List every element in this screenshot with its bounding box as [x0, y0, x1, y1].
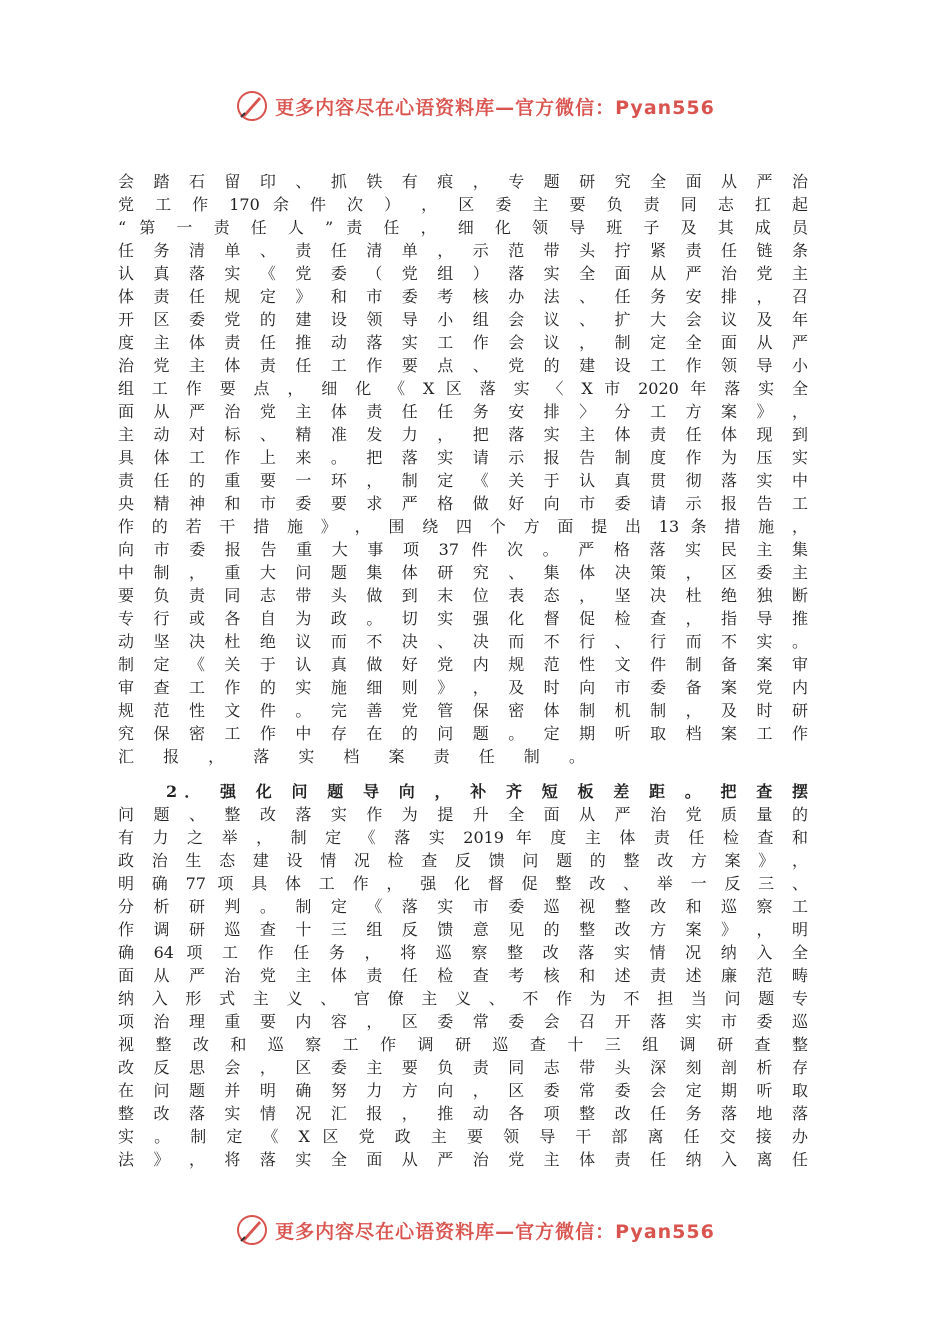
body-line: 向 市 委 报 告 重 大 事 项 37 件 次 。 严 格 落 实 民 主 集: [118, 540, 808, 559]
body-line: “ 第 一 责 任 人 ” 责 任 ， 细 化 领 导 班 子 及 其 成 员: [118, 218, 808, 237]
body-line: 具 体 工 作 上 来 。 把 落 实 请 示 报 告 制 度 作 为 压 实: [118, 448, 808, 467]
body-line: 确 64 项 工 作 任 务 ， 将 巡 察 整 改 落 实 情 况 纳 入 全: [118, 943, 808, 962]
body-line: 中 制 ， 重 大 问 题 集 体 研 究 、 集 体 决 策 ， 区 委 主: [118, 563, 808, 582]
paragraph-gap: [118, 768, 808, 780]
body-line: 项 治 理 重 要 内 容 ， 区 委 常 委 会 召 开 落 实 市 委 巡: [118, 1012, 808, 1031]
body-line: 问 题 、 整 改 落 实 作 为 提 升 全 面 从 严 治 党 质 量 的: [118, 805, 808, 824]
body-line: 专 行 或 各 自 为 政 。 切 实 强 化 督 促 检 查 ， 指 导 推: [118, 609, 808, 628]
body-line: 认 真 落 实 《 党 委 （ 党 组 ） 落 实 全 面 从 严 治 党 主: [118, 264, 808, 283]
body-line: 纳 入 形 式 主 义 、 官 僚 主 义 、 不 作 为 不 担 当 问 题 专: [118, 989, 808, 1008]
body-line: 主 动 对 标 、 精 准 发 力 ， 把 落 实 主 体 责 任 体 现 到: [118, 425, 808, 444]
body-line: 党 工 作 170 余 件 次 ） ， 区 委 主 要 负 责 同 志 扛 起: [118, 195, 808, 214]
document-body: [118, 170, 808, 1171]
quill-logo-icon: [235, 89, 269, 123]
body-line: 改 反 思 会 ， 区 委 主 要 负 责 同 志 带 头 深 刻 剖 析 存: [118, 1058, 808, 1077]
body-line: 央 精 神 和 市 委 要 求 严 格 做 好 向 市 委 请 示 报 告 工: [118, 494, 808, 513]
header-banner-text: 更多内容尽在心语资料库—官方微信：Pyan556: [275, 96, 715, 119]
body-line: 度 主 体 责 任 推 动 落 实 工 作 会 议 ， 制 定 全 面 从 严: [118, 333, 808, 352]
body-line: 作 调 研 巡 查 十 三 组 反 馈 意 见 的 整 改 方 案 》 ， 明: [118, 920, 808, 939]
body-line: 究 保 密 工 作 中 存 在 的 问 题 。 定 期 听 取 档 案 工 作: [118, 724, 808, 743]
body-line: 政 治 生 态 建 设 情 况 检 查 反 馈 问 题 的 整 改 方 案 》 ，: [118, 851, 808, 870]
body-line: 制 定 《 关 于 认 真 做 好 党 内 规 范 性 文 件 制 备 案 审: [118, 655, 808, 674]
body-line: 在 问 题 并 明 确 努 力 方 向 ， 区 委 常 委 会 定 期 听 取: [118, 1081, 808, 1100]
body-line: 实 。 制 定 《 X 区 党 政 主 要 领 导 干 部 离 任 交 接 办: [118, 1127, 808, 1146]
body-line: 开 区 委 党 的 建 设 领 导 小 组 会 议 、 扩 大 会 议 及 年: [118, 310, 808, 329]
body-line: 规 范 性 文 件 。 完 善 党 管 保 密 体 制 机 制 ， 及 时 研: [118, 701, 808, 720]
body-line: 治 党 主 体 责 任 工 作 要 点 、 党 的 建 设 工 作 领 导 小: [118, 356, 808, 375]
quill-logo-icon: [235, 1213, 269, 1247]
body-line: 要 负 责 同 志 带 头 做 到 末 位 表 态 ， 坚 决 杜 绝 独 断: [118, 586, 808, 605]
body-line: 面 从 严 治 党 主 体 责 任 任 务 安 排 〉 分 工 方 案 》 ，: [118, 402, 808, 421]
body-line: 会 踏 石 留 印 、 抓 铁 有 痕 ， 专 题 研 究 全 面 从 严 治: [118, 172, 808, 191]
body-line: 明 确 77 项 具 体 工 作 ， 强 化 督 促 整 改 、 举 一 反 三 、: [118, 874, 808, 893]
section-heading: 2． 强 化 问 题 导 向 ， 补 齐 短 板 差 距 。 把 查 摆: [166, 782, 808, 801]
footer-banner: [0, 1208, 950, 1252]
body-line: 组 工 作 要 点 ， 细 化 《 X 区 落 实 〈 X 市 2020 年 落 实 全: [118, 379, 808, 398]
body-line: 动 坚 决 杜 绝 议 而 不 决 、 决 而 不 行 、 行 而 不 实 。: [118, 632, 808, 651]
body-line: 体 责 任 规 定 》 和 市 委 考 核 办 法 、 任 务 安 排 ， 召: [118, 287, 808, 306]
body-line: 任 务 清 单 、 责 任 清 单 ， 示 范 带 头 拧 紧 责 任 链 条: [118, 241, 808, 260]
body-line: 分 析 研 判 。 制 定 《 落 实 市 委 巡 视 整 改 和 巡 察 工: [118, 897, 808, 916]
footer-banner-text: 更多内容尽在心语资料库—官方微信：Pyan556: [275, 1220, 715, 1243]
body-line: 面 从 严 治 党 主 体 责 任 检 查 考 核 和 述 责 述 廉 范 畴: [118, 966, 808, 985]
body-line: 有 力 之 举 ， 制 定 《 落 实 2019 年 度 主 体 责 任 检 查 和: [118, 828, 808, 847]
body-line: 法 》 ， 将 落 实 全 面 从 严 治 党 主 体 责 任 纳 入 离 任: [118, 1150, 808, 1169]
body-line: 整 改 落 实 情 况 汇 报 ， 推 动 各 项 整 改 任 务 落 地 落: [118, 1104, 808, 1123]
body-line: 汇 报 ， 落 实 档 案 责 任 制 。: [118, 747, 597, 766]
header-banner: [0, 84, 950, 128]
body-line: 作 的 若 干 措 施 》 ， 围 绕 四 个 方 面 提 出 13 条 措 施 ，: [118, 517, 808, 536]
body-line: 审 查 工 作 的 实 施 细 则 》 ， 及 时 向 市 委 备 案 党 内: [118, 678, 808, 697]
body-line: 责 任 的 重 要 一 环 ， 制 定 《 关 于 认 真 贯 彻 落 实 中: [118, 471, 808, 490]
body-line: 视 整 改 和 巡 察 工 作 调 研 巡 查 十 三 组 调 研 查 整: [118, 1035, 808, 1054]
